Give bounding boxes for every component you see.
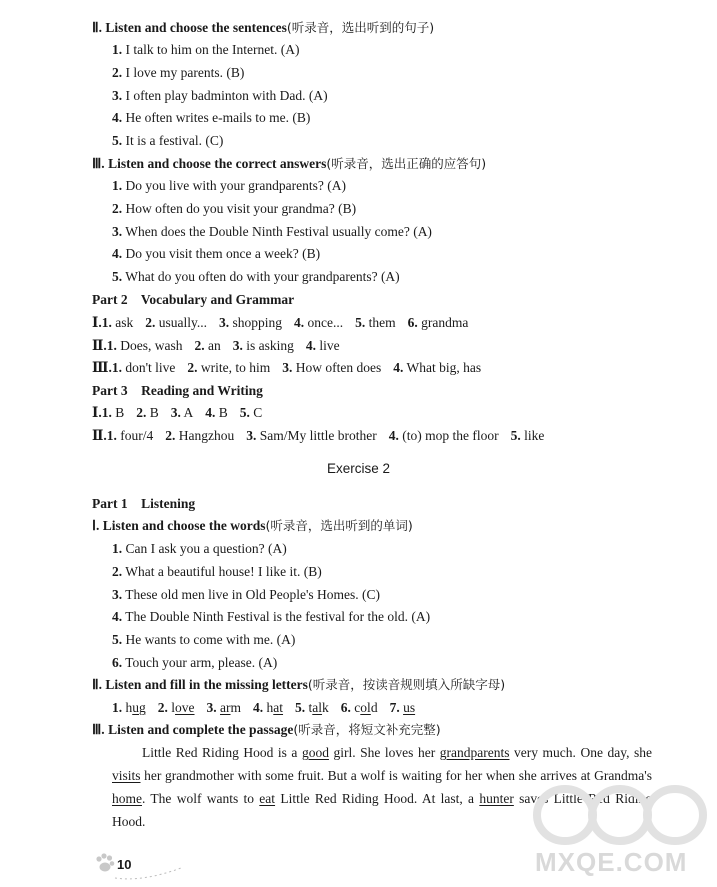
item-number: 2. [112, 64, 123, 80]
list-item [112, 563, 322, 581]
answer-text: shopping [229, 315, 282, 330]
answer-text: C [249, 405, 263, 420]
item-text: How often do you visit your grandma? (B) [122, 200, 357, 216]
answer-row [92, 359, 481, 377]
section-header: Ⅱ. Listen and fill in the missing letters(听录音，按读音规则填入所缺字母) [92, 677, 506, 692]
word-part: h [266, 700, 274, 715]
answer-number: 6. [407, 315, 418, 330]
item-number: 7. [389, 700, 404, 715]
answer-text: like [520, 427, 545, 443]
list-item [112, 87, 328, 105]
word-part: c [354, 700, 361, 715]
missing-letters-answers [112, 699, 415, 717]
word-part: h [125, 700, 133, 715]
answer-number: 5. [355, 315, 366, 330]
answer-number: 3. [246, 427, 257, 443]
answer-text: Hangzhou [175, 427, 235, 443]
item-text: He often writes e-mails to me. (B) [122, 110, 311, 126]
word-part: d [370, 700, 378, 715]
passage-text: Little Red Riding Hood. At last, a [275, 791, 480, 806]
list-item [112, 177, 346, 195]
list-item [112, 586, 380, 604]
word-part: m [230, 700, 242, 715]
part3-header: Part 3 Reading and Writing [92, 383, 263, 398]
item-text: When does the Double Ninth Festival usually come? (A) [122, 223, 432, 239]
answer-number: 3. [218, 315, 230, 330]
item-number: 2. [112, 200, 123, 216]
answer-number: 4. [388, 427, 399, 443]
passage-text: girl. She loves her [328, 745, 440, 760]
item-number: 6. [112, 655, 123, 670]
page-number-area [95, 852, 185, 880]
answer-text: What big, has [403, 360, 482, 376]
list-item [112, 132, 223, 150]
list-item [112, 631, 295, 649]
answer-text: B [146, 405, 159, 420]
answer-text: once... [304, 315, 344, 330]
answer-text: live [316, 337, 340, 353]
page-number: 10 [117, 857, 132, 872]
word-part: k [322, 700, 329, 715]
item-text: He wants to come with me. (A) [122, 632, 296, 648]
item-number: 5. [112, 269, 123, 285]
list-item [112, 64, 244, 82]
item-number: 3. [112, 223, 123, 239]
answer-number: 4. [293, 315, 305, 330]
list-item [112, 608, 430, 626]
roman-number: Ⅱ. [92, 337, 107, 353]
answer-text: Does, wash [116, 337, 183, 353]
filled-letters: us [403, 700, 416, 715]
item-number: 6. [340, 700, 355, 715]
exercise-title: Exercise 2 [326, 461, 391, 476]
item-number: 3. [112, 586, 123, 602]
passage-text: her grandmother with some fruit. But a wolf is waiting for her when she arrives at Grandma's [140, 768, 652, 783]
filled-word: eat [259, 791, 276, 806]
answer-text: grandma [417, 315, 469, 330]
answer-text: ask [111, 315, 134, 330]
watermark [525, 775, 715, 885]
item-number: 1. [112, 700, 126, 715]
item-number: 4. [112, 110, 123, 126]
filled-word: good [301, 745, 329, 760]
answer-text: them [365, 315, 396, 330]
answer-number: 1. [106, 337, 117, 353]
word-part: t [308, 700, 313, 715]
word-part: l [171, 700, 176, 715]
answer-number: 4. [205, 405, 216, 420]
list-item [112, 109, 310, 127]
answer-text: B [215, 405, 228, 420]
item-text: I talk to him on the Internet. (A) [122, 42, 300, 57]
passage-text: . The wolf wants to [142, 791, 260, 806]
answer-number: 1. [101, 315, 112, 330]
answer-number: 1. [106, 427, 117, 443]
filled-letters: ar [220, 700, 231, 715]
answer-number: 2. [145, 315, 156, 330]
item-text: What do you often do with your grandparents? (A) [122, 269, 400, 285]
answer-text: B [111, 405, 125, 420]
item-number: 5. [112, 632, 123, 648]
watermark-text: MXQE.COM [535, 847, 688, 877]
dotted-swoosh [113, 862, 183, 882]
roman-number: Ⅲ. [92, 360, 112, 376]
answer-text: an [204, 337, 221, 353]
item-number: 2. [112, 563, 123, 579]
answer-row [92, 427, 544, 445]
item-text: I often play badminton with Dad. (A) [122, 87, 328, 103]
item-number: 3. [206, 700, 221, 715]
answer-number: 5. [239, 405, 250, 420]
filled-word: hunter [479, 791, 514, 806]
list-item [112, 654, 277, 672]
list-item [112, 540, 287, 558]
item-text: I love my parents. (B) [122, 64, 245, 80]
item-number: 2. [157, 700, 172, 715]
item-text: Touch your arm, please. (A) [122, 655, 278, 670]
list-item [112, 200, 356, 218]
roman-number: Ⅰ. [92, 405, 102, 420]
roman-number: Ⅰ. [92, 315, 102, 330]
answer-number: 2. [165, 427, 176, 443]
item-number: 1. [112, 541, 123, 556]
answer-text: four/4 [116, 427, 154, 443]
roman-number: Ⅱ. [92, 427, 107, 443]
answer-row [92, 314, 468, 332]
passage-text: Little Red Riding Hood is a [142, 745, 302, 760]
item-text: Do you live with your grandparents? (A) [122, 178, 346, 193]
filled-word: grandparents [439, 745, 510, 760]
answer-text: write, to him [197, 360, 271, 376]
answer-row [92, 404, 262, 422]
section-header: Ⅲ. Listen and choose the correct answers(听录音，选出正确的应答句) [92, 156, 487, 171]
item-number: 5. [295, 700, 309, 715]
answer-number: 5. [510, 427, 521, 443]
filled-letters: at [273, 700, 284, 715]
list-item [112, 245, 320, 263]
item-text: The Double Ninth Festival is the festival for the old. (A) [122, 609, 431, 625]
item-text: Do you visit them once a week? (B) [122, 246, 321, 262]
item-number: 1. [112, 42, 123, 57]
passage-text: very much. One day, she [509, 745, 652, 760]
filled-letters: ug [132, 700, 146, 715]
item-text: Can I ask you a question? (A) [122, 541, 287, 556]
answer-number: 3. [232, 337, 243, 353]
answer-text: (to) mop the floor [398, 427, 499, 443]
answer-number: 3. [282, 360, 293, 376]
answer-text: is asking [242, 337, 294, 353]
answer-text: How often does [292, 360, 382, 376]
item-text: What a beautiful house! I like it. (B) [122, 563, 322, 579]
watermark-logo [525, 775, 715, 855]
item-number: 3. [112, 87, 123, 103]
answer-number: 4. [393, 360, 404, 376]
item-number: 4. [253, 700, 267, 715]
item-number: 1. [112, 178, 123, 193]
item-text: These old men live in Old People's Homes. (C) [122, 586, 381, 602]
filled-letters: ove [175, 700, 195, 715]
item-number: 5. [112, 133, 123, 149]
item-number: 4. [112, 609, 123, 625]
answer-number: 2. [187, 360, 198, 376]
passage-text: saves Little Red Riding Hood. [112, 791, 652, 829]
answer-text: don't live [121, 360, 176, 376]
filled-letters: ol [360, 700, 371, 715]
filled-word: visits [112, 768, 141, 783]
answer-number: 3. [170, 405, 181, 420]
filled-letters: al [312, 700, 323, 715]
list-item [112, 41, 299, 59]
part1-header: Part 1 Listening [92, 496, 196, 511]
section-header: Ⅱ. Listen and choose the sentences(听录音，选出听到的句子) [92, 20, 435, 35]
list-item [112, 268, 400, 286]
answer-number: 1. [111, 360, 122, 376]
filled-word: home [112, 791, 142, 806]
item-text: It is a festival. (C) [122, 133, 224, 149]
answer-row [92, 337, 340, 355]
part2-header: Part 2 Vocabulary and Grammar [92, 292, 295, 307]
answer-number: 4. [305, 337, 317, 353]
section-header: Ⅰ. Listen and choose the words(听录音，选出听到的单词) [92, 518, 413, 533]
item-number: 4. [112, 246, 123, 262]
answer-number: 2. [136, 405, 147, 420]
answer-number: 1. [101, 405, 112, 420]
answer-number: 2. [194, 337, 205, 353]
list-item [112, 223, 432, 241]
answer-text: usually... [155, 315, 207, 330]
answer-text: A [180, 405, 194, 420]
answer-text: Sam/My little brother [256, 427, 377, 443]
section-header: Ⅲ. Listen and complete the passage(听录音，将短文补充完整) [92, 722, 441, 737]
